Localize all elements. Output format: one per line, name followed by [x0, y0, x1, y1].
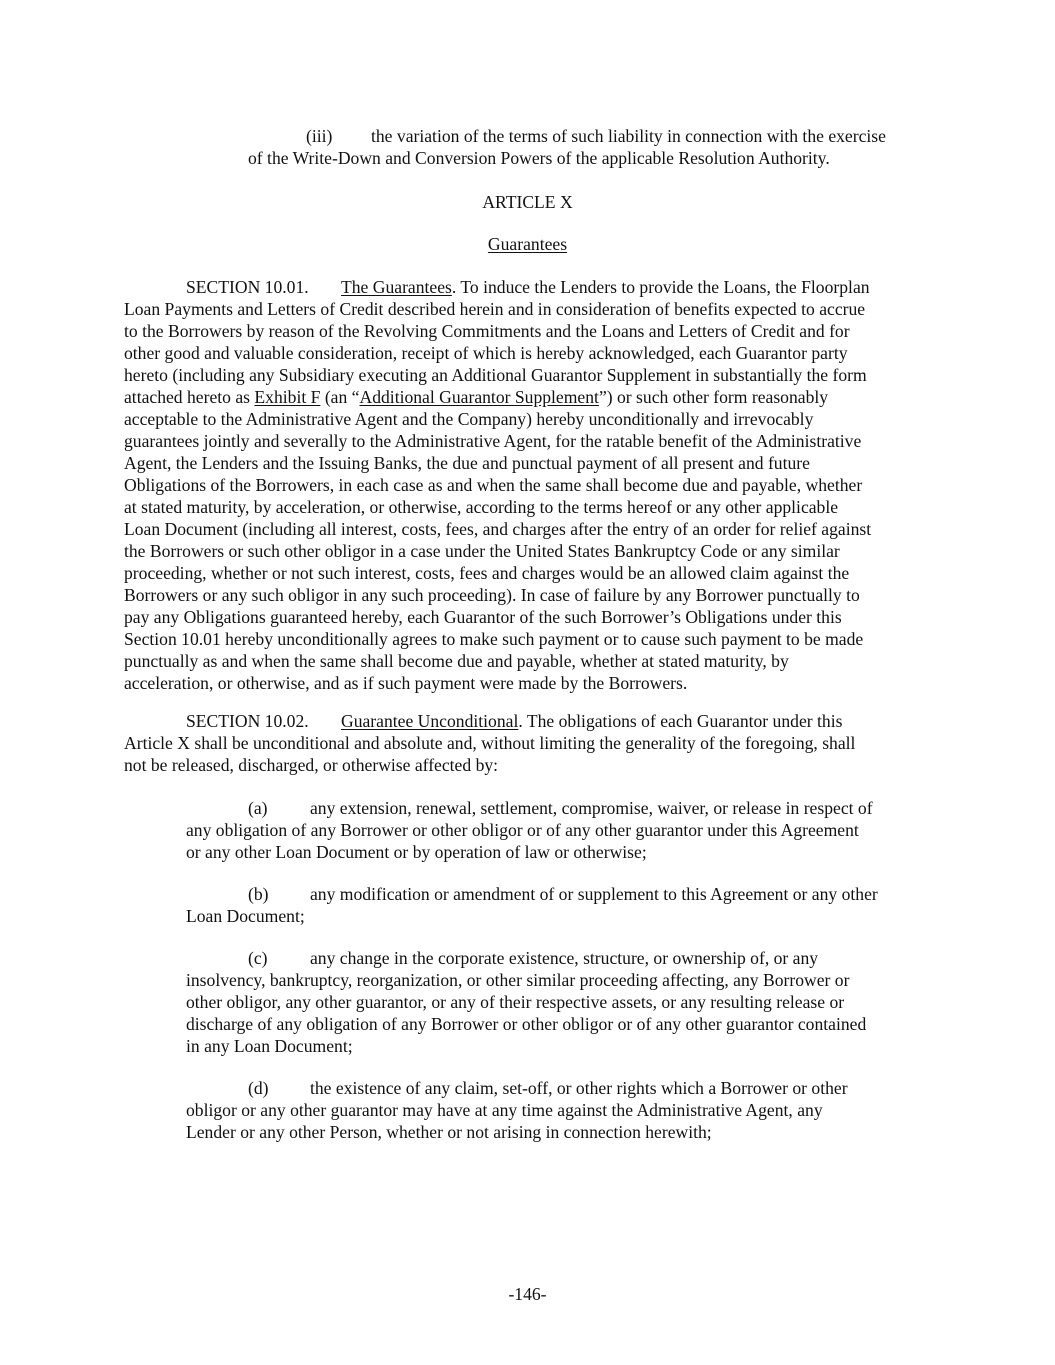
list-item [186, 1077, 936, 1143]
section-10-01-line: ”) or such other form reasonably [598, 387, 829, 407]
list-item-text: any extension, renewal, settlement, compromise, waiver, or release in respect of [310, 798, 873, 818]
section-10-01-title: The Guarantees [341, 277, 452, 297]
section-10-01-line: Borrowers or any such obligor in any such proceeding). In case of failure by any Borrower punctually to [124, 585, 860, 605]
section-10-01-line: Loan Document (including all interest, costs, fees, and charges after the entry of an order for relief against [124, 519, 872, 539]
exhibit-f-reference: Exhibit F [254, 387, 321, 407]
section-10-01-line: the Borrowers or such other obligor in a case under the United States Bankruptcy Code or any similar [124, 541, 840, 561]
list-item-text: or any other Loan Document or by operation of law or otherwise; [186, 842, 647, 862]
section-10-01-line: Loan Payments and Letters of Credit described herein and in consideration of benefits expected to accrue [124, 299, 866, 319]
article-subheading-text: Guarantees [487, 234, 568, 254]
list-item-text: any modification or amendment of or supplement to this Agreement or any other [310, 884, 878, 904]
section-10-01-line: acceleration, or otherwise, and as if such payment were made by the Borrowers. [124, 673, 688, 693]
section-10-02-title: Guarantee Unconditional [341, 711, 519, 731]
section-10-02-line: Article X shall be unconditional and absolute and, without limiting the generality of the foregoing, shall [124, 733, 856, 753]
list-item-text: insolvency, bankruptcy, reorganization, or other similar proceeding affecting, any Borrower or [186, 970, 850, 990]
article-heading: ARTICLE X [482, 192, 573, 212]
list-item [186, 947, 936, 1057]
section-10-01-number: SECTION 10.01. [186, 277, 309, 297]
list-item-text: any obligation of any Borrower or other obligor or of any other guarantor under this Agreement [186, 820, 859, 840]
list-item [186, 883, 936, 927]
section-10-01-line: hereto (including any Subsidiary executing an Additional Guarantor Supplement in substantially the form [124, 365, 867, 385]
list-item-text: Loan Document; [186, 906, 305, 926]
section-10-01 [124, 276, 936, 694]
section-10-01-line: . To induce the Lenders to provide the Loans, the Floorplan [451, 277, 870, 297]
list-item-text: in any Loan Document; [186, 1036, 353, 1056]
section-10-01-line: (an “ [320, 387, 360, 407]
list-item-marker: (c) [248, 948, 268, 968]
section-10-02-line: . The obligations of each Guarantor under this [518, 711, 843, 731]
list-item-marker: (d) [248, 1078, 269, 1098]
intro-item-marker: (iii) [306, 126, 333, 146]
section-10-01-line: acceptable to the Administrative Agent and the Company) hereby unconditionally and irrevocably [124, 409, 814, 429]
page-number: -146- [508, 1284, 547, 1304]
section-10-01-line: punctually as and when the same shall become due and payable, whether at stated maturity, by [124, 651, 789, 671]
section-10-01-line: at stated maturity, by acceleration, or otherwise, according to the terms hereof or any other applicable [124, 497, 839, 517]
section-10-01-line: other good and valuable consideration, receipt of which is hereby acknowledged, each Guarantor party [124, 343, 848, 363]
section-10-01-line: proceeding, whether or not such interest, costs, fees and charges would be an allowed claim against the [124, 563, 850, 583]
list-item-marker: (a) [248, 798, 268, 818]
list-item-text: obligor or any other guarantor may have at any time against the Administrative Agent, any [186, 1100, 823, 1120]
list-item-text: the existence of any claim, set-off, or other rights which a Borrower or other [310, 1078, 848, 1098]
section-10-02 [124, 710, 936, 776]
list-item-text: Lender or any other Person, whether or not arising in connection herewith; [186, 1122, 712, 1142]
intro-item-text: the variation of the terms of such liability in connection with the exercise [371, 126, 886, 146]
section-10-01-line: Obligations of the Borrowers, in each case as and when the same shall become due and payable, whether [124, 475, 863, 495]
section-10-01-line: to the Borrowers by reason of the Revolving Commitments and the Loans and Letters of Credit and for [124, 321, 850, 341]
section-10-01-line: Agent, the Lenders and the Issuing Banks, the due and punctual payment of all present and future [124, 453, 810, 473]
defined-term: Additional Guarantor Supplement [359, 387, 599, 407]
intro-item [248, 125, 938, 169]
intro-item-continuation: of the Write-Down and Conversion Powers of the applicable Resolution Authority. [248, 148, 830, 168]
list-item-text: other obligor, any other guarantor, or any of their respective assets, or any resulting release or [186, 992, 845, 1012]
section-10-01-line: attached hereto as [124, 387, 255, 407]
list-item [186, 797, 936, 863]
section-10-01-line: guarantees jointly and severally to the Administrative Agent, for the ratable benefit of the Administrative [124, 431, 862, 451]
list-item-marker: (b) [248, 884, 269, 904]
article-subheading [0, 233, 1055, 255]
section-10-02-number: SECTION 10.02. [186, 711, 309, 731]
section-10-01-line: pay any Obligations guaranteed hereby, each Guarantor of the such Borrower’s Obligations under this [124, 607, 842, 627]
section-10-02-line: not be released, discharged, or otherwise affected by: [124, 755, 499, 775]
section-10-01-line: Section 10.01 hereby unconditionally agrees to make such payment or to cause such payment to be made [124, 629, 864, 649]
list-item-text: any change in the corporate existence, structure, or ownership of, or any [310, 948, 819, 968]
list-item-text: discharge of any obligation of any Borrower or other obligor or of any other guarantor contained [186, 1014, 867, 1034]
